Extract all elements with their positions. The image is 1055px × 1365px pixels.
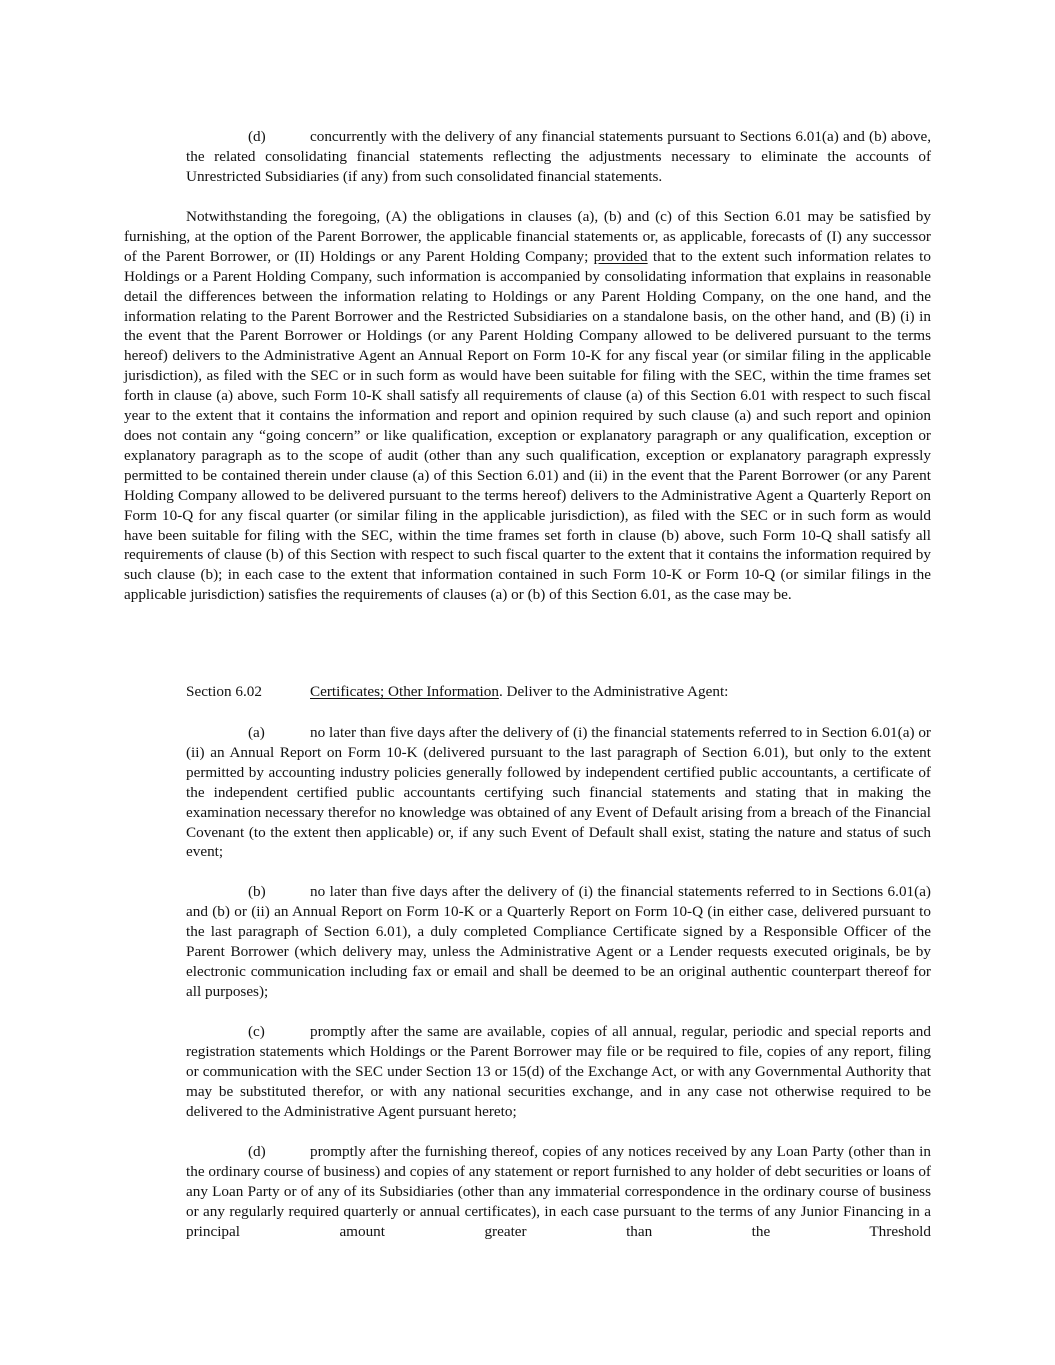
- clause-text: promptly after the same are available, copies of all annual, regular, periodic and special reports and registration statements which Holdings or the Parent Borrower may file or be required to file, copies of any report, filing or communication with the SEC under Section 13 or 15(d) of the Exchange Act, or with any Governmental Authority that may be substituted therefor, or with any national securities exchange, and in any case not otherwise required to be delivered to the Administrative Agent pursuant hereto;: [186, 1023, 931, 1120]
- clause-text: concurrently with the delivery of any financial statements pursuant to Sections 6.01(a) and (b) above, the related consolidating financial statements reflecting the adjustments necessary to eliminate the accounts of Unrestricted Subsidiaries (if any) from such consolidated financial statements.: [186, 128, 931, 185]
- clause-label: (d): [248, 128, 266, 145]
- section-title: Certificates; Other Information: [310, 683, 499, 700]
- clause-label: (a): [248, 724, 265, 741]
- clause-label: (b): [248, 883, 266, 900]
- clause-6-01-d: [186, 127, 931, 187]
- paragraph-text-part1: Notwithstanding the foregoing, (A) the obligations in clauses (a), (b) and (c) of this Section 6.01 may be satisfied by furnishing, at the option of the Parent Borrower, the applicable financial statements or, as applicable, forecasts of (I) any successor of the Parent Borrower, or (II) Holdings or any Parent Holding Company;: [124, 208, 931, 265]
- clause-6-02-a: [186, 723, 931, 862]
- paragraph-text-part2: that to the extent such information relates to Holdings or a Parent Holding Company, such information is accompanied by consolidating information that explains in reasonable detail the differences between the information relating to Holdings or any Parent Holding Company, on the one hand, and the information relating to the Parent Borrower and the Restricted Subsidiaries on a standalone basis, on the other hand, and (B) (i) in the event that the Parent Borrower or Holdings (or any Parent Holding Company allowed to be delivered pursuant to the terms hereof) delivers to the Administrative Agent an Annual Report on Form 10-K for any fiscal year (or similar filing in the applicable jurisdiction), as filed with the SEC or in such form as would have been suitable for filing with the SEC, within the time frames set forth in clause (a) above, such Form 10-K shall satisfy all requirements of clause (a) of this Section 6.01 with respect to such fiscal year to the extent that it contains the information and report and opinion required by such clause (a) and such report and opinion does not contain any “going concern” or like qualification, exception or explanatory paragraph or any qualification, exception or explanatory paragraph as to the scope of audit (other than any such qualification, exception or explanatory paragraph expressly permitted to be contained therein under clause (a) of this Section 6.01) and (ii) in the event that the Parent Borrower (or any Parent Holding Company allowed to be delivered pursuant to the terms hereof) delivers to the Administrative Agent a Quarterly Report on Form 10-Q for any fiscal quarter (or similar filing in the applicable jurisdiction), as filed with the SEC or in such form as would have been suitable for filing with the SEC, within the time frames set forth in clause (b) above, such Form 10-Q shall satisfy all requirements of clause (b) of this Section with respect to such fiscal quarter to the extent that it contains the information required by such clause (b); in each case to the extent that information contained in such Form 10-K or Form 10-Q (or similar filings in the applicable jurisdiction) satisfies the requirements of clauses (a) or (b) of this Section 6.01, as the case may be.: [124, 247, 931, 604]
- clause-text: no later than five days after the delivery of (i) the financial statements referred to in Sections 6.01(a) and (b) or (ii) an Annual Report on Form 10-K or a Quarterly Report on Form 10-Q (in either case, delivered pursuant to the last paragraph of Section 6.01), a duly completed Compliance Certificate signed by a Responsible Officer of the Parent Borrower (which delivery may, unless the Administrative Agent or a Lender requests executed originals, be by electronic communication including fax or email and shall be deemed to be an original authentic counterpart thereof for all purposes);: [186, 883, 931, 1000]
- clause-label: (d): [248, 1143, 266, 1160]
- provided-term: provided: [593, 247, 648, 265]
- clause-text: promptly after the furnishing thereof, copies of any notices received by any Loan Party (other than in the ordinary course of business) and copies of any statement or report furnished to any holder of debt securities or loans of any Loan Party or of any of its Subsidiaries (other than any immaterial correspondence in the ordinary course of business or any regularly required quarterly or annual certificates), in each case pursuant to the terms of any Junior Financing in a principal amount greater than the Threshold: [186, 1143, 931, 1240]
- clause-label: (c): [248, 1023, 265, 1040]
- clause-6-02-d: [186, 1142, 931, 1242]
- section-intro: . Deliver to the Administrative Agent:: [498, 683, 729, 700]
- section-6-02-heading: [186, 682, 931, 702]
- clause-text: no later than five days after the delivery of (i) the financial statements referred to in Section 6.01(a) or (ii) an Annual Report on Form 10-K (delivered pursuant to the last paragraph of Section 6.01), but only to the extent permitted by accounting industry policies generally followed by independent certified public accountants, a certificate of the independent certified public accountants certifying such financial statements and stating that in making the examination necessary therefor no knowledge was obtained of any Event of Default arising from a breach of the Financial Covenant (to the extent then applicable) or, if any such Event of Default shall exist, stating the nature and status of such event;: [186, 724, 931, 861]
- section-number: Section 6.02: [186, 683, 262, 700]
- clause-6-02-c: [186, 1022, 931, 1122]
- clause-6-02-b: [186, 882, 931, 1001]
- notwithstanding-paragraph: [124, 207, 931, 605]
